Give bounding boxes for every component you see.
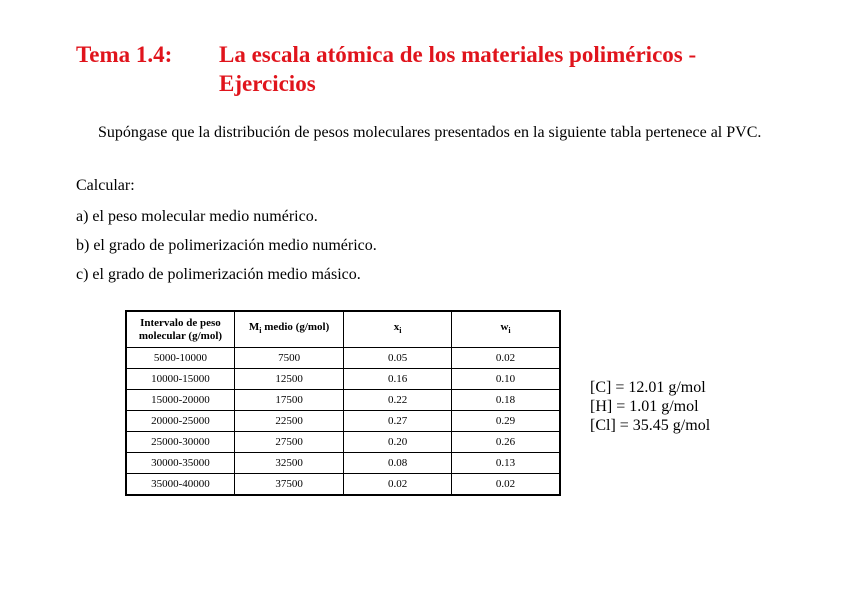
cell-interval: 30000-35000: [126, 453, 234, 474]
table-row: [126, 474, 560, 496]
question-c: c) el grado de polimerización medio másico.: [76, 266, 361, 283]
cell-wi: 0.18: [452, 390, 560, 411]
constant-carbon: [C] = 12.01 g/mol: [590, 379, 706, 396]
header-interval: Intervalo de peso molecular (g/mol): [126, 311, 234, 348]
intro-paragraph: Supóngase que la distribución de pesos moleculares presentados en la siguiente tabla pertenece al PVC.: [98, 124, 762, 141]
cell-mi: 7500: [234, 348, 343, 369]
constant-hydrogen: [H] = 1.01 g/mol: [590, 398, 699, 415]
question-a: a) el peso molecular medio numérico.: [76, 208, 318, 225]
table-row: [126, 369, 560, 390]
cell-wi: 0.26: [452, 432, 560, 453]
cell-xi: 0.08: [344, 453, 452, 474]
header-mi: $M_i$ medio (g/mol): [234, 311, 343, 348]
cell-wi: 0.10: [452, 369, 560, 390]
cell-xi: 0.20: [344, 432, 452, 453]
cell-interval: 20000-25000: [126, 411, 234, 432]
page-title: [219, 40, 779, 98]
atomic-masses: [590, 378, 710, 435]
header-wi: $w_i$: [452, 311, 560, 348]
cell-mi: 22500: [234, 411, 343, 432]
table-header-row: [126, 311, 560, 348]
table-row: [126, 411, 560, 432]
topic-label: Tema 1.4:: [76, 42, 173, 67]
cell-xi: 0.16: [344, 369, 452, 390]
header-xi: $x_i$: [344, 311, 452, 348]
table-row: [126, 453, 560, 474]
question-b: b) el grado de polimerización medio numérico.: [76, 237, 377, 254]
table-row: [126, 432, 560, 453]
cell-xi: 0.02: [344, 474, 452, 496]
cell-mi: 32500: [234, 453, 343, 474]
cell-interval: 35000-40000: [126, 474, 234, 496]
molecular-weight-table: [125, 310, 561, 496]
title-line-1: La escala atómica de los materiales poliméricos -: [219, 42, 697, 67]
cell-wi: 0.13: [452, 453, 560, 474]
cell-mi: 12500: [234, 369, 343, 390]
title-line-2: Ejercicios: [219, 71, 316, 96]
cell-interval: 15000-20000: [126, 390, 234, 411]
calcular-label: Calcular:: [76, 177, 135, 194]
constant-chlorine: [Cl] = 35.45 g/mol: [590, 417, 711, 434]
cell-interval: 5000-10000: [126, 348, 234, 369]
cell-mi: 27500: [234, 432, 343, 453]
cell-mi: 17500: [234, 390, 343, 411]
cell-wi: 0.29: [452, 411, 560, 432]
table-row: [126, 348, 560, 369]
cell-mi: 37500: [234, 474, 343, 496]
cell-interval: 25000-30000: [126, 432, 234, 453]
cell-wi: 0.02: [452, 348, 560, 369]
table-row: [126, 390, 560, 411]
cell-wi: 0.02: [452, 474, 560, 496]
cell-interval: 10000-15000: [126, 369, 234, 390]
cell-xi: 0.05: [344, 348, 452, 369]
cell-xi: 0.22: [344, 390, 452, 411]
cell-xi: 0.27: [344, 411, 452, 432]
